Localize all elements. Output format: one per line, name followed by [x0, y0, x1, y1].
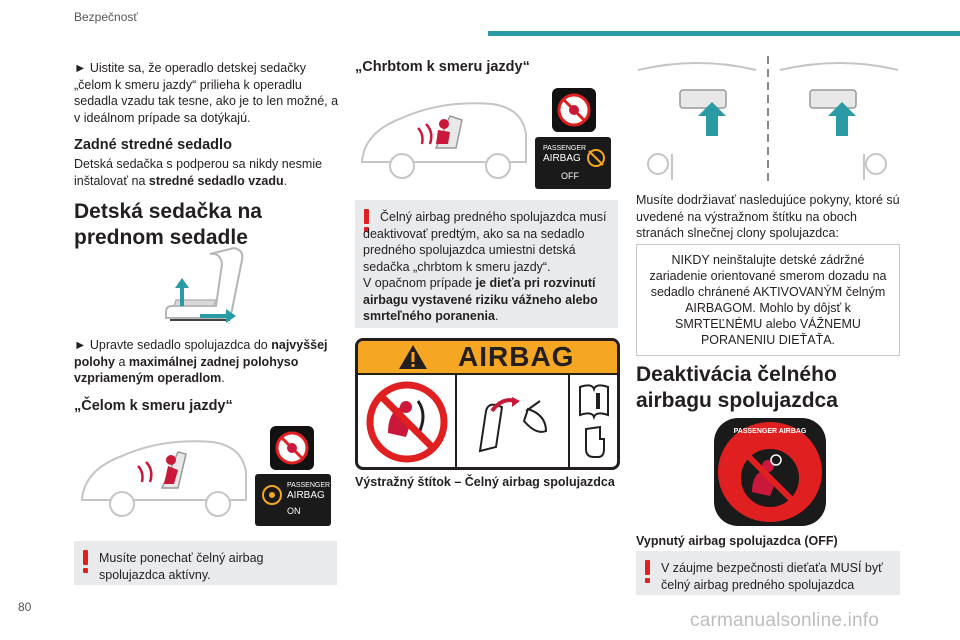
- airbag-warning-sticker: [355, 338, 620, 470]
- warning-sticker-small-icon: [270, 426, 314, 470]
- airbag-off-line1: PASSENGER: [543, 145, 587, 152]
- airbag-off-icon: [585, 147, 607, 169]
- warning-child-safety-text: V záujme bezpečnosti dieťaťa MUSÍ byť čelný airbag predného spolujazdca: [661, 561, 883, 592]
- warning-icon: [645, 560, 651, 584]
- airbag-on-line2: AIRBAG: [287, 490, 325, 501]
- no-child-seat-icon: [556, 92, 592, 128]
- no-child-seat-badge-icon: [732, 440, 808, 516]
- airbag-off-caption: Vypnutý airbag spolujazdca (OFF): [636, 534, 838, 548]
- warning-deactivate-end: .: [494, 309, 499, 323]
- bullet-seat-bold-1: najvyššej polohy: [74, 338, 328, 369]
- rear-center-text-end: .: [283, 173, 288, 188]
- warning-deactivate-airbag: [355, 200, 618, 328]
- no-rear-facing-seat-icon: [366, 381, 448, 463]
- no-rear-seat-icon: [274, 430, 310, 466]
- sticker-divider-h: [358, 373, 617, 375]
- airbag-on-line1: PASSENGER: [287, 482, 331, 489]
- warning-deactivate-text: [363, 209, 608, 325]
- warning-triangle-icon: [398, 344, 428, 370]
- bullet-arrow: ►: [74, 338, 87, 352]
- bullet-seat-text-b: a: [114, 354, 129, 369]
- bullet-seat-bold-2: maximálnej zadnej polohyso vzpriameným operadlom: [74, 354, 299, 385]
- airbag-deploy-icon: [462, 381, 562, 463]
- page-number: 80: [18, 600, 32, 614]
- watermark: carmanualsonline.info: [690, 610, 880, 631]
- rear-center-text-bold: stredné sedadlo vzadu: [148, 173, 284, 188]
- rear-facing-small-icon: [552, 88, 596, 132]
- bullet-seat-position: [74, 337, 336, 387]
- warning-airbag-active-text: Musíte ponechať čelný airbag spolujazdca aktívny.: [99, 551, 264, 582]
- airbag-sticker-label: AIRBAG: [458, 341, 575, 372]
- warning-child-safety: [636, 551, 900, 595]
- rear-facing-car-illustration: [358, 92, 528, 182]
- front-seat-title: Detská sedačka na prednom sedadle: [74, 200, 262, 249]
- airbag-on-state: ON: [287, 506, 301, 516]
- never-install-box: NIKDY neinštalujte detské zádržné zariadenie orientované smerom dozadu na sedadlo chránené AKTIVOVANÝM čelným AIRBAGOM. Mohlo by dôjsť k SMRTEĽNÉMU alebo VÁŽNEMU PORANENIU DIEŤAŤA.: [636, 244, 900, 356]
- airbag-sticker-header: [358, 341, 617, 373]
- deactivation-title: Deaktivácia čelného airbagu spolujazdca: [636, 363, 838, 412]
- sticker-divider-2: [568, 373, 570, 470]
- warning-icon: [83, 550, 89, 574]
- warning-deactivate-bold: je dieťa pri rozvinutí airbagu vystavené riziku vážneho alebo smrteľného poranenia: [363, 276, 598, 323]
- sticker-divider-1: [455, 373, 457, 470]
- forward-facing-title: „Čelom k smeru jazdy“: [74, 398, 233, 414]
- bullet-backrest-text: Uistite sa, že operadlo detskej sedačky „čelom k smeru jazdy“ prilieha k operadlu sedadla vzadu tak tesne, ako je to len možné, a v ideálnom prípade sa dotýkajú.: [74, 61, 339, 125]
- bullet-seat-end: .: [221, 371, 225, 385]
- forward-facing-car-illustration: [78, 430, 248, 520]
- airbag-off-plate: [535, 137, 611, 189]
- sun-visor-info: Musíte dodržiavať nasledujúce pokyny, ktoré sú uvedené na výstražnom štítku na oboch stranách slnečnej clony spolujazdca:: [636, 193, 900, 240]
- airbag-off-state: OFF: [561, 171, 579, 181]
- bullet-arrow: ►: [74, 61, 87, 75]
- rear-center-text-a: Detská sedačka s podperou sa nikdy nesmie inštalovať na: [74, 157, 323, 188]
- seat-adjust-illustration: [140, 250, 250, 330]
- warning-airbag-active: [74, 541, 337, 585]
- airbag-on-icon: [261, 484, 283, 506]
- page-header-label: Bezpečnosť: [74, 10, 138, 24]
- airbag-on-plate: [255, 474, 331, 526]
- rear-center-title: Zadné stredné sedadlo: [74, 137, 232, 153]
- airbag-off-line2: AIRBAG: [543, 153, 581, 164]
- rear-facing-title: „Chrbtom k smeru jazdy“: [355, 59, 530, 75]
- bullet-seat-text-a: Upravte sedadlo spolujazdca do: [89, 338, 272, 352]
- header-accent-bar: [488, 31, 960, 36]
- rear-center-text: [74, 156, 334, 189]
- badge-ring-text: PASSENGER AIRBAG: [733, 428, 807, 435]
- sticker-caption: Výstražný štítok – Čelný airbag spolujazdca: [355, 475, 615, 489]
- read-manual-icon: [576, 381, 612, 463]
- sun-visor-illustration: [636, 56, 900, 186]
- passenger-airbag-off-badge: [714, 418, 826, 526]
- bullet-backrest: [74, 60, 339, 126]
- warning-deactivate-a: Čelný airbag predného spolujazdca musí deaktivovať predtým, ako sa na sedadlo predného spolujazdca umiestni detská sedačka „chrbtom k smeru jazdy“.: [363, 210, 607, 274]
- sun-visor-drawing: [636, 56, 900, 186]
- warning-deactivate-b: V opačnom prípade: [363, 276, 476, 290]
